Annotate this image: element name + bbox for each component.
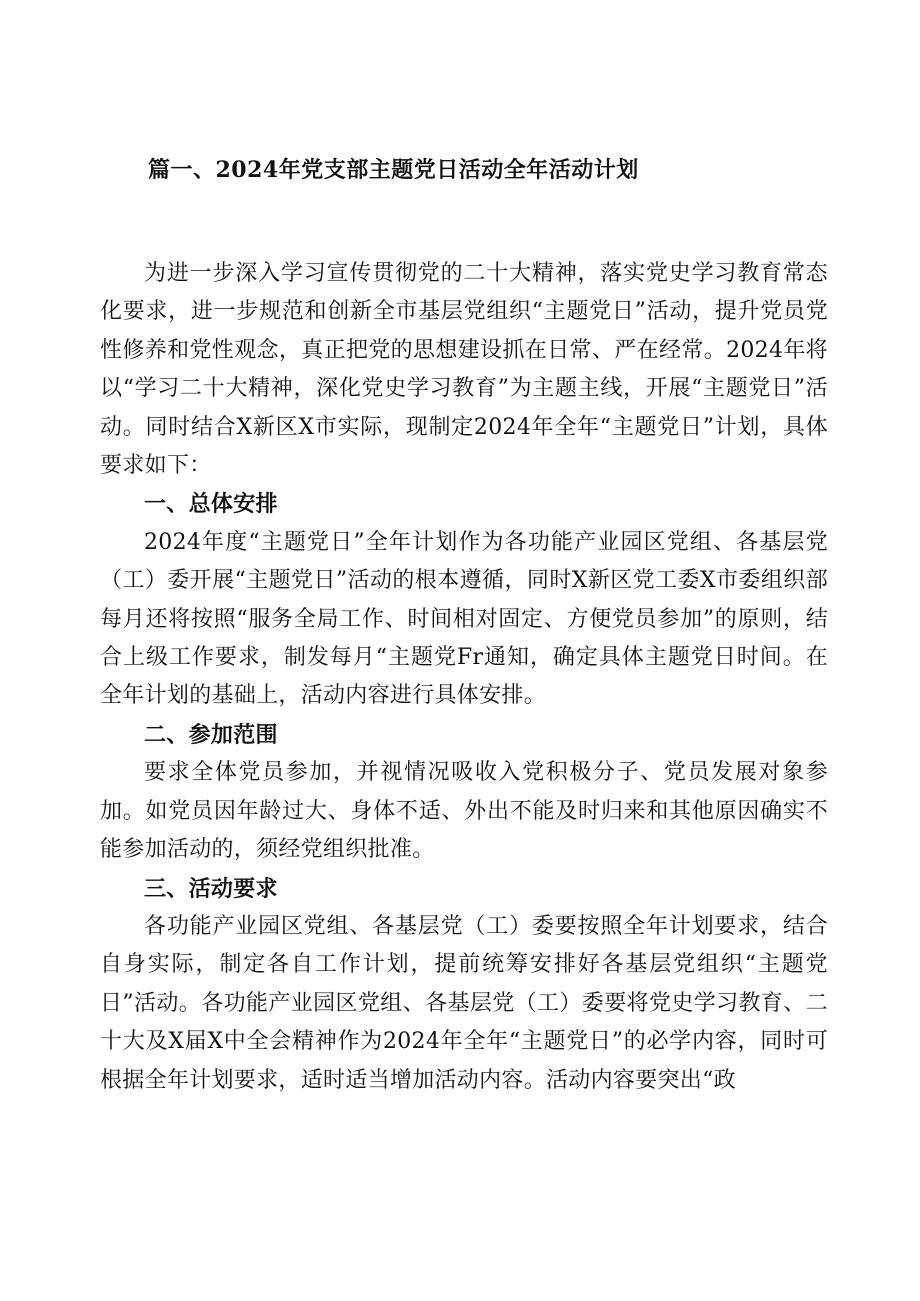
section-heading-activity-requirements: 三、活动要求 — [144, 875, 278, 902]
section-heading-participation-scope: 二、参加范围 — [144, 721, 278, 748]
intro-paragraph: 为进一步深入学习宣传贯彻党的二十大精神，落实党史学习教育常态化要求，进一步规范和创新全市基层党组织“主题党日”活动，提升党员党性修养和党性观念，真正把党的思想建设抓在日常、严在经常。2024年将以“学习二十大精神，深化党史学习教育”为主题主线，开展“主题党日”活动。同时结合X新区X市实际，现制定2024年全年“主题党日”计划，具体要求如下： — [100, 261, 828, 479]
document-body — [100, 255, 828, 1100]
section-heading-overall-arrangement: 一、总体安排 — [144, 491, 278, 518]
section-paragraph-participation-scope: 要求全体党员参加，并视情况吸收入党积极分子、党员发展对象参加。如党员因年龄过大、身体不适、外出不能及时归来和其他原因确实不能参加活动的，须经党组织批准。 — [100, 760, 828, 863]
section-paragraph-overall-arrangement: 2024年度“主题党日”全年计划作为各功能产业园区党组、各基层党（工）委开展“主题党日”活动的根本遵循，同时X新区党工委X市委组织部每月还将按照“服务全局工作、时间相对固定、方便党员参加”的原则，结合上级工作要求，制发每月“主题党Fr通知，确定具体主题党日时间。在全年计划的基础上，活动内容进行具体安排。 — [100, 529, 828, 709]
document-title: 篇一、2024年党支部主题党日活动全年活动计划 — [148, 157, 639, 183]
section-paragraph-activity-requirements: 各功能产业园区党组、各基层党（工）委要按照全年计划要求，结合自身实际，制定各自工作计划，提前统筹安排好各基层党组织“主题党日”活动。各功能产业园区党组、各基层党（工）委要将党史学习教育、二十大及X届X中全会精神作为2024年全年“主题党日”的必学内容，同时可根据全年计划要求，适时适当增加活动内容。活动内容要突出“政 — [100, 913, 828, 1093]
